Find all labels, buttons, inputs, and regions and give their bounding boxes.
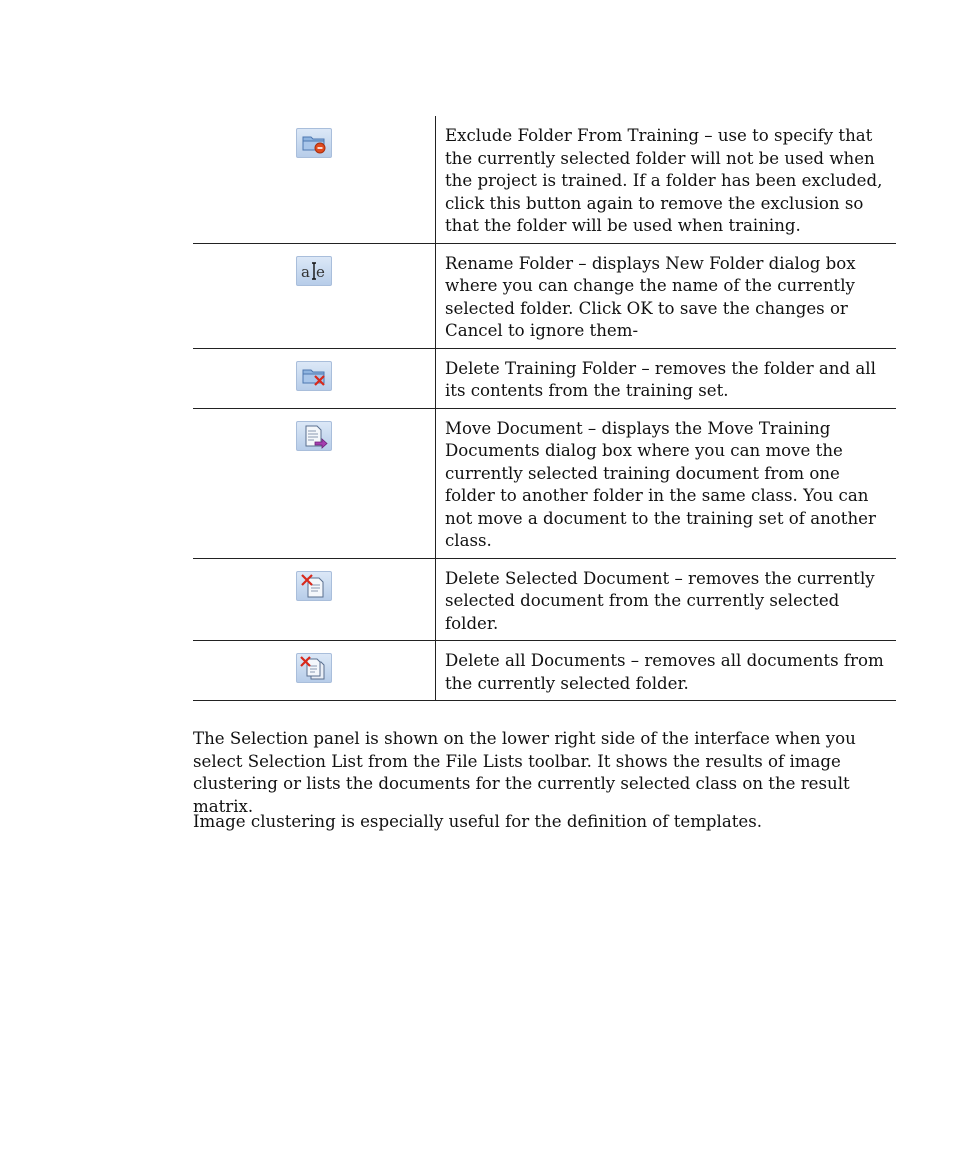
selection-panel-paragraph: The Selection panel is shown on the lower right side of the interface when you select Selection List from the File Lists toolbar. It shows the results of image clustering or lists the documents for the currently selected class on the result matrix. [193, 729, 856, 816]
exclude-folder-icon [296, 128, 332, 158]
svg-text:a: a [301, 262, 310, 281]
move-document-icon [296, 421, 332, 451]
table-cell-description: Delete all Documents – removes all documents from the currently selected folder. [436, 641, 897, 701]
table-cell-description: Exclude Folder From Training – use to specify that the currently selected folder will not be used when the project is trained. If a folder has been excluded, click this button again to remove the exclusion so that the folder will be used when training. [436, 116, 897, 243]
rename-folder-icon [296, 256, 332, 286]
delete-all-documents-icon [296, 653, 332, 683]
table-row [193, 558, 896, 641]
table-cell-description: Rename Folder – displays New Folder dialog box where you can change the name of the currently selected folder. Click OK to save the changes or Cancel to ignore them- [436, 243, 897, 348]
toolbar-description-table [193, 116, 896, 701]
toolbar-description-table-wrapper [193, 116, 883, 701]
table-row [193, 408, 896, 558]
delete-selected-document-icon [296, 571, 332, 601]
table-row [193, 641, 896, 701]
svg-text:e: e [316, 262, 325, 281]
table-row [193, 116, 896, 243]
table-row [193, 348, 896, 408]
table-row [193, 243, 896, 348]
table-cell-description: Move Document – displays the Move Training Documents dialog box where you can move the currently selected training document from one folder to another folder in the same class. You can not move a document to the training set of another class. [436, 408, 897, 558]
delete-training-folder-icon [296, 361, 332, 391]
table-cell-description: Delete Selected Document – removes the currently selected document from the currently selected folder. [436, 558, 897, 641]
table-cell-description: Delete Training Folder – removes the folder and all its contents from the training set. [436, 348, 897, 408]
image-clustering-paragraph: Image clustering is especially useful for the definition of templates. [193, 812, 763, 831]
